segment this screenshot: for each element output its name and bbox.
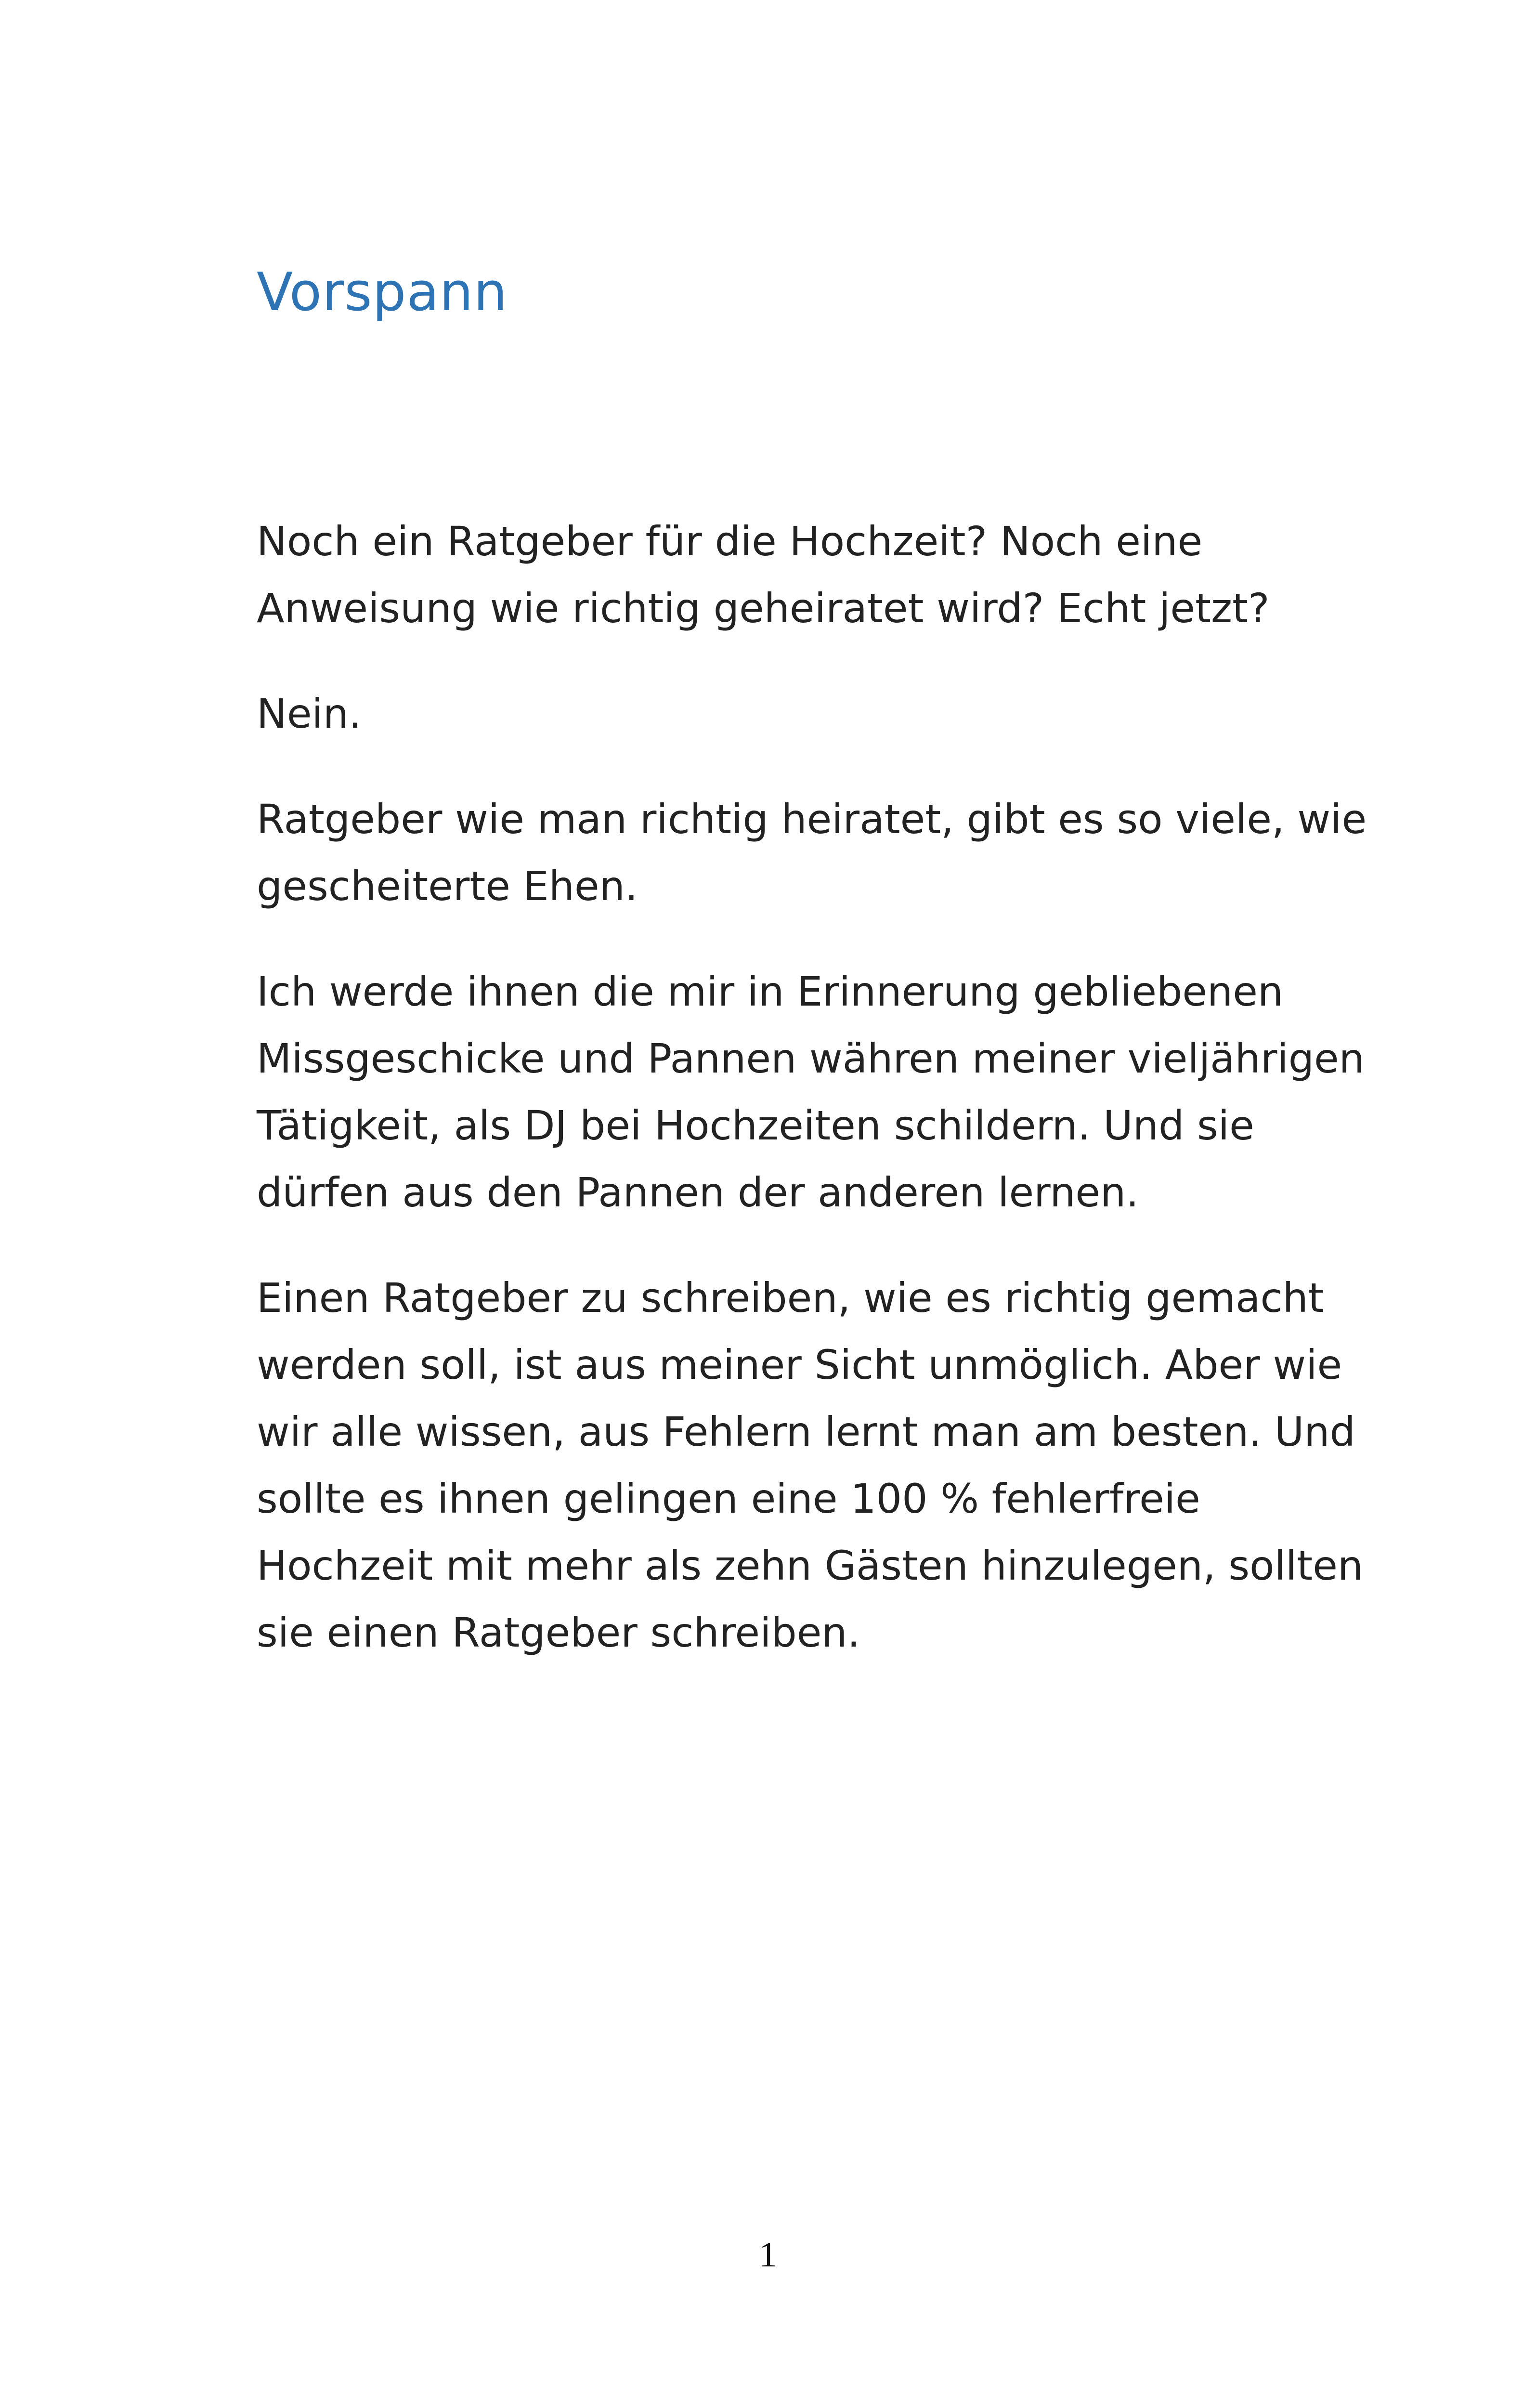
paragraph: Einen Ratgeber zu schreiben, wie es richtig gemacht werden soll, ist aus meiner Sicht unmöglich. Aber wie wir alle wissen, aus Fehlern lernt man am besten. Und sollte es ihnen gelingen eine 100 % fehlerfreie Hochzeit mit mehr als zehn Gästen hinzulegen, sollten sie einen Ratgeber schreiben. [257, 1274, 1364, 1656]
page-number: 1 [759, 2235, 777, 2275]
paragraph: Nein. [257, 690, 362, 737]
paragraph: Noch ein Ratgeber für die Hochzeit? Noch eine Anweisung wie richtig geheiratet wird? Echt jetzt? [257, 518, 1270, 632]
paragraph: Ratgeber wie man richtig heiratet, gibt es so viele, wie gescheiterte Ehen. [257, 796, 1367, 910]
body-text [257, 508, 1374, 1705]
page-heading: Vorspann [257, 261, 508, 323]
paragraph: Ich werde ihnen die mir in Erinnerung gebliebenen Missgeschicke und Pannen währen meiner vieljährigen Tätigkeit, als DJ bei Hochzeiten schildern. Und sie dürfen aus den Pannen der anderen lernen. [257, 968, 1365, 1216]
